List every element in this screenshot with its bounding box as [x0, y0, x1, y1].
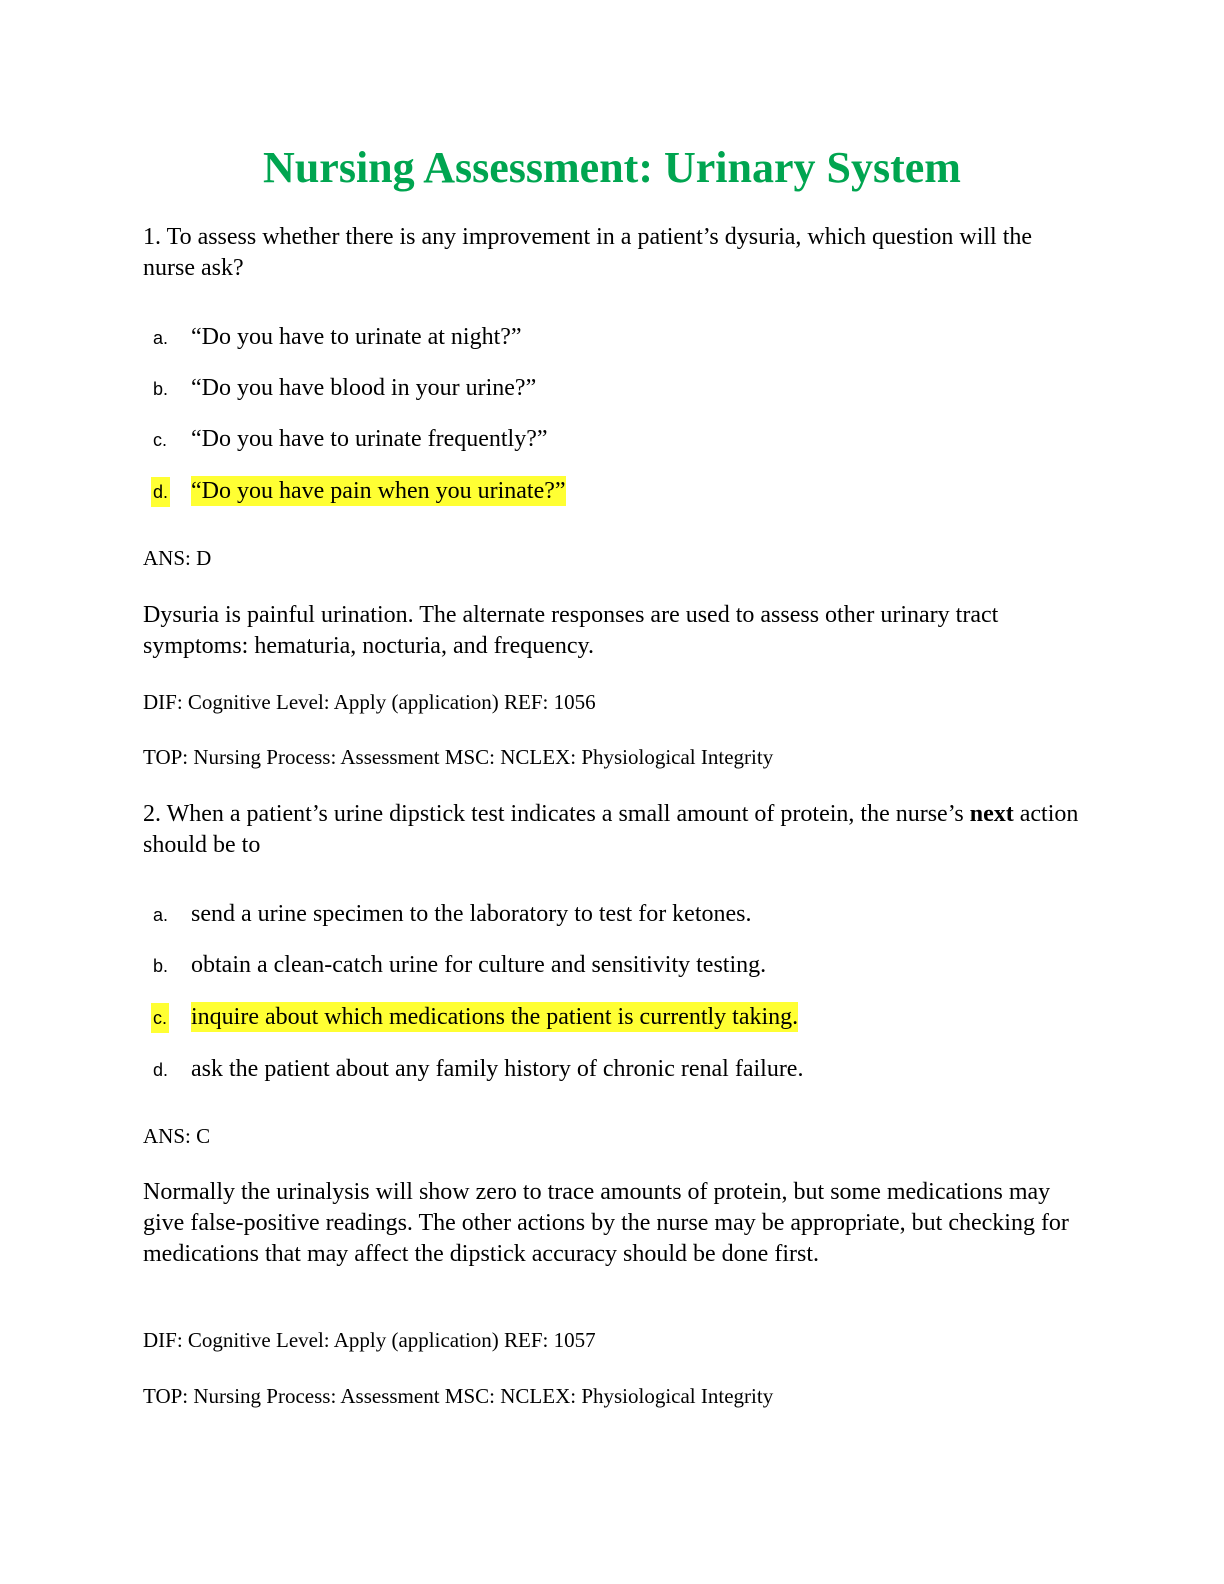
question-1-stem: [143, 222, 1083, 284]
question-2-dif-ref: DIF: Cognitive Level: Apply (application) REF: 1057: [143, 1328, 596, 1352]
question-2-stem: [143, 799, 1083, 861]
option-text: obtain a clean-catch urine for culture and sensitivity testing.: [191, 952, 767, 978]
question-1-answer: ANS: D: [143, 546, 212, 570]
option-letter: d.: [153, 1060, 169, 1080]
question-1-number: 1.: [143, 224, 161, 250]
question-2-number: 2.: [143, 801, 161, 827]
option-letter: a.: [153, 905, 169, 925]
question-1-top-msc: TOP: Nursing Process: Assessment MSC: NCLEX: Physiological Integrity: [143, 745, 774, 769]
question-1-text: To assess whether there is any improvement in a patient’s dysuria, which question will the nurse ask?: [143, 224, 1033, 281]
option-letter: c.: [151, 1003, 169, 1033]
question-2-rationale: Normally the urinalysis will show zero to trace amounts of protein, but some medications may give false-positive readings. The other actions by the nurse may be appropriate, but checking for medications that may affect the dipstick accuracy should be done first.: [143, 1179, 1069, 1267]
option-letter: c.: [153, 430, 168, 450]
option-text: “Do you have to urinate frequently?”: [191, 426, 548, 452]
question-2-answer: ANS: C: [143, 1124, 211, 1148]
question-2-text-before: When a patient’s urine dipstick test indicates a small amount of protein, the nurse’s: [166, 801, 964, 827]
question-2-top-msc: TOP: Nursing Process: Assessment MSC: NCLEX: Physiological Integrity: [143, 1384, 774, 1408]
option-text: inquire about which medications the patient is currently taking.: [191, 1004, 799, 1030]
option-letter: a.: [153, 328, 169, 348]
question-2-text-emphasis: next: [969, 801, 1014, 827]
option-text: “Do you have pain when you urinate?”: [191, 478, 566, 504]
option-letter: b.: [153, 379, 169, 399]
option-text: “Do you have blood in your urine?”: [191, 375, 537, 401]
question-2-text-after: action should be to: [143, 801, 1079, 858]
option-text: “Do you have to urinate at night?”: [191, 324, 522, 350]
page-title: Nursing Assessment: Urinary System: [263, 143, 961, 192]
question-1-rationale: Dysuria is painful urination. The alternate responses are used to assess other urinary tract symptoms: hematuria, nocturia, and frequency.: [143, 602, 999, 659]
option-text: ask the patient about any family history of chronic renal failure.: [191, 1056, 804, 1082]
option-text: send a urine specimen to the laboratory to test for ketones.: [191, 901, 752, 927]
option-letter: b.: [153, 956, 169, 976]
option-letter: d.: [151, 477, 170, 507]
question-1-dif-ref: DIF: Cognitive Level: Apply (application) REF: 1056: [143, 690, 596, 714]
